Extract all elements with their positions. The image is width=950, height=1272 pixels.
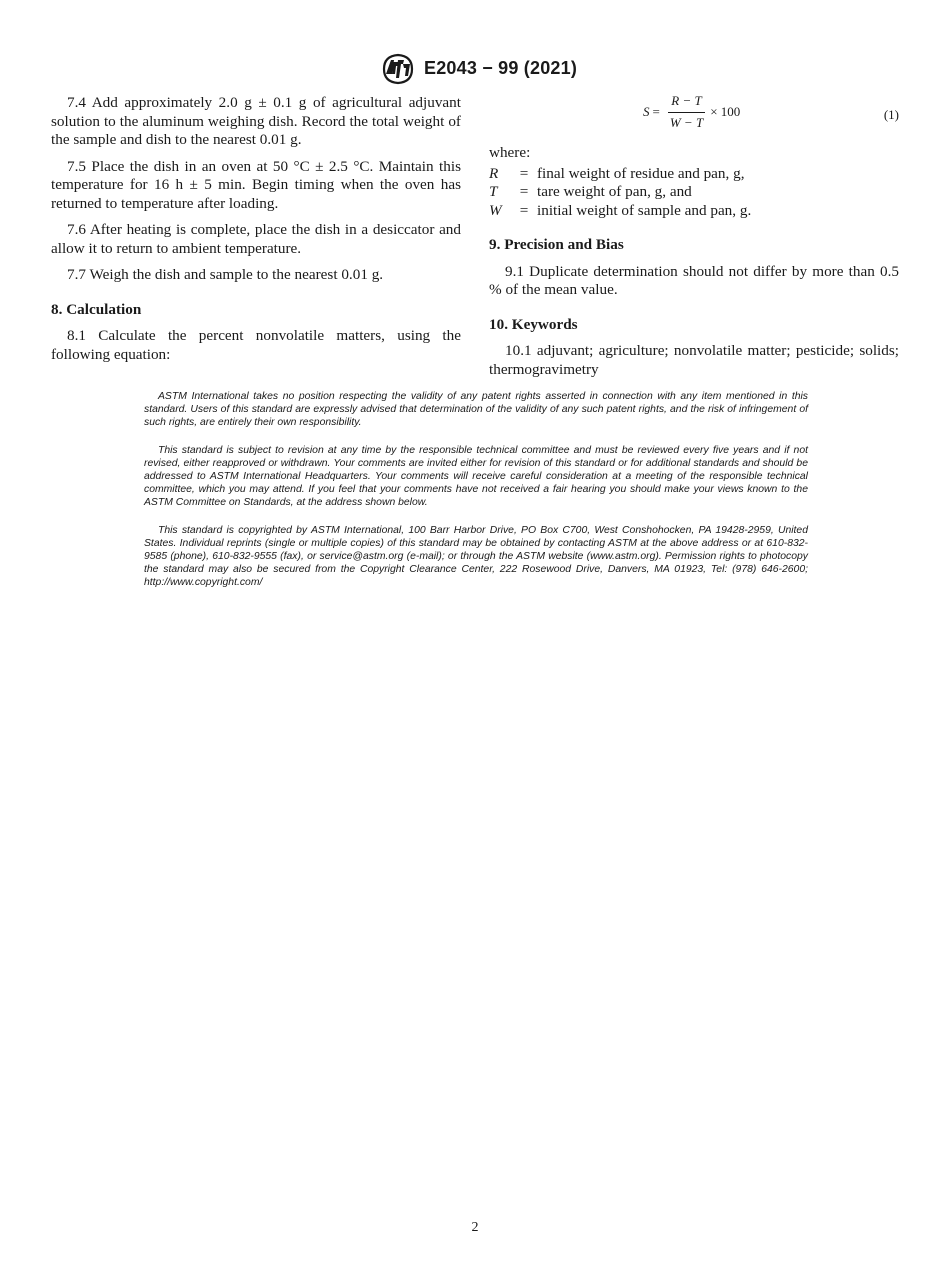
paragraph-8-1: 8.1 Calculate the percent nonvolatile matters, using the following equation: — [51, 327, 461, 363]
where-label: where: — [489, 144, 531, 161]
variable-equals: = — [519, 164, 529, 182]
variable-definitions — [489, 165, 899, 221]
section-heading-precision-and-bias: 9. Precision and Bias — [489, 236, 624, 253]
equation-equals: = — [652, 103, 660, 119]
variable-row — [489, 165, 899, 184]
copyright-notice: This standard is copyrighted by ASTM International, 100 Barr Harbor Drive, PO Box C700, West Conshohocken, PA 19428-2959, United States. Individual reprints (single or multiple copies) of this standard may be obtained by contacting ASTM at the above address or at 610-832-9585 (phone), 610-832-9555 (fax), or service@astm.org (e-mail); or through the ASTM website (www.astm.org). Permission rights to photocopy the standard may also be secured from the Copyright Clearance Center, 222 Rosewood Drive, Danvers, MA 01923, Tel: (978) 646-2600; http://www.copyright.com/ — [144, 525, 808, 588]
variable-definition: final weight of residue and pan, g, — [537, 164, 745, 182]
variable-definition: initial weight of sample and pan, g. — [537, 201, 752, 219]
paragraph-10-1: 10.1 adjuvant; agriculture; nonvolatile matter; pesticide; solids; thermogravimetry — [489, 342, 899, 378]
paragraph-7-5: 7.5 Place the dish in an oven at 50 °C ± 2.5 °C. Maintain this temperature for 16 h ± 5 min. Begin timing when the oven has returned to temperature after loading. — [51, 157, 461, 212]
page-number: 2 — [471, 1220, 479, 1235]
page-header — [0, 52, 950, 86]
equation-numerator: R − T — [668, 92, 704, 113]
variable-symbol: T — [489, 183, 498, 200]
equation-lhs: S — [643, 103, 650, 119]
left-column — [51, 94, 461, 372]
variable-row — [489, 202, 899, 221]
paragraph-7-7: 7.7 Weigh the dish and sample to the nearest 0.01 g. — [67, 266, 384, 283]
legal-notices — [144, 390, 808, 604]
paragraph-7-6: 7.6 After heating is complete, place the dish in a desiccator and allow it to return to ambient temperature. — [51, 221, 461, 257]
variable-row — [489, 183, 899, 202]
equation-1 — [489, 94, 899, 138]
section-heading-calculation: 8. Calculation — [51, 300, 142, 318]
paragraph-9-1: 9.1 Duplicate determination should not differ by more than 0.5 % of the mean value. — [489, 262, 899, 298]
equation-multiplier: × 100 — [710, 103, 741, 119]
revision-notice: This standard is subject to revision at any time by the responsible technical committee and must be reviewed every five years and if not revised, either reapproved or withdrawn. Your comments are invited either for revision of this standard or for additional standards and should be addressed to ASTM International Headquarters. Your comments will receive careful consideration at a meeting of the responsible technical committee, which you may attend. If you feel that your comments have not received a fair hearing you should make your views known to the ASTM Committee on Standards, at the address shown below. — [144, 445, 808, 508]
variable-definition: tare weight of pan, g, and — [537, 183, 692, 200]
standard-designation: E2043 − 99 (2021) — [424, 58, 578, 78]
patent-notice: ASTM International takes no position respecting the validity of any patent rights asserted in connection with any item mentioned in this standard. Users of this standard are expressly advised that determination of the validity of any such patent rights, and the risk of infringement of such rights, are entirely their own responsibility. — [144, 391, 808, 428]
equation-body — [643, 94, 740, 130]
equation-denominator: W − T — [669, 114, 704, 130]
variable-equals: = — [519, 201, 529, 219]
astm-logo-icon — [380, 52, 416, 86]
variable-symbol: W — [489, 201, 502, 219]
variable-equals: = — [519, 183, 529, 200]
section-heading-keywords: 10. Keywords — [489, 315, 578, 333]
equation-fraction — [667, 92, 706, 132]
equation-number: (1) — [883, 107, 899, 122]
paragraph-7-4: 7.4 Add approximately 2.0 g ± 0.1 g of agricultural adjuvant solution to the aluminum weighing dish. Record the total weight of the sample and dish to the nearest 0.01 g. — [51, 94, 461, 148]
variable-symbol: R — [489, 164, 499, 182]
right-column — [489, 94, 899, 387]
